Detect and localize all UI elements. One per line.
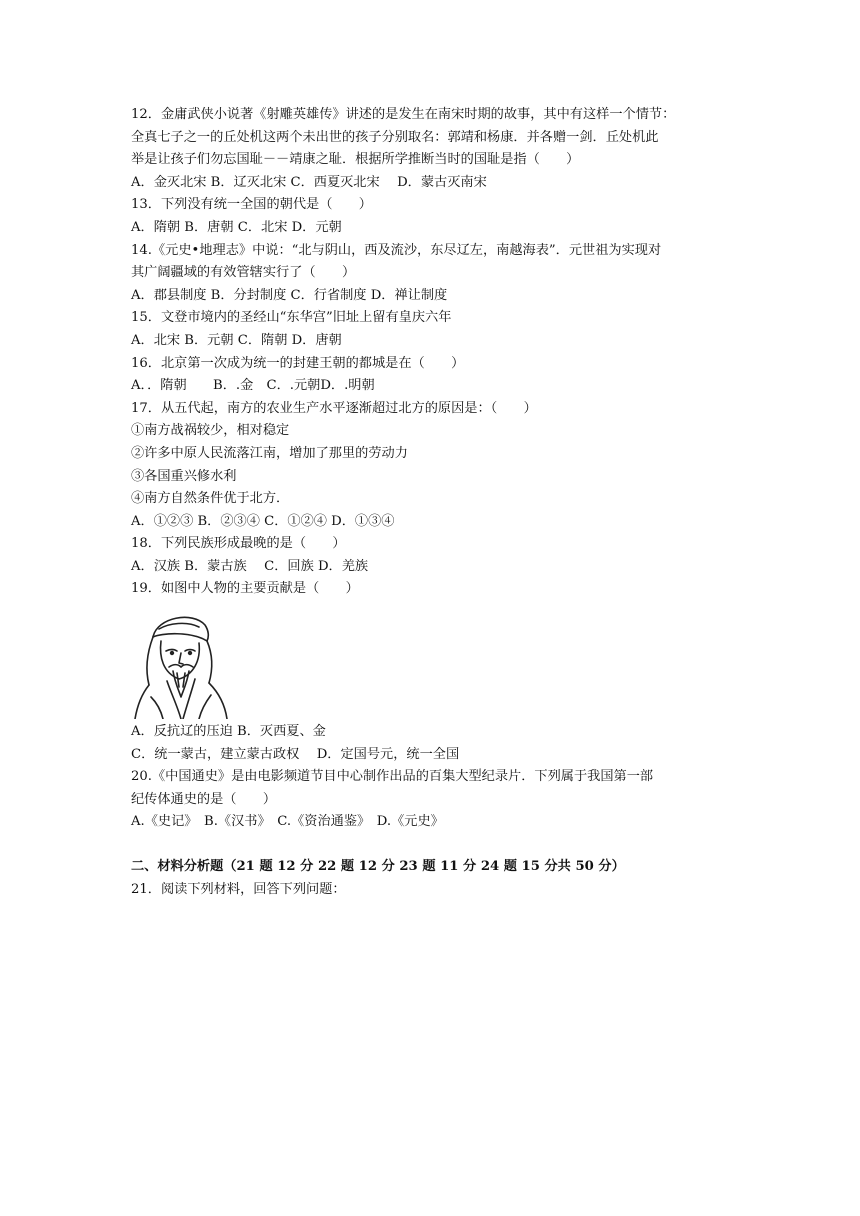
statement-item: ④南方自然条件优于北方． bbox=[131, 491, 290, 507]
answer-options: A．汉族 B．蒙古族 C．回族 D．羌族 bbox=[131, 558, 369, 574]
question-stem: 12．金庸武侠小说著《射雕英雄传》讲述的是发生在南宋时期的故事，其中有这样一个情节： bbox=[131, 107, 676, 122]
exam-page bbox=[131, 104, 741, 901]
question-stem: 18．下列民族形成最晚的是（ ） bbox=[131, 536, 346, 552]
section-spacer bbox=[131, 834, 741, 856]
question-12 bbox=[131, 104, 741, 194]
portrait-figure bbox=[131, 601, 741, 721]
portrait-icon bbox=[131, 607, 231, 719]
question-stem: 15．文登市境内的圣经山“东华宫”旧址上留有皇庆六年 bbox=[131, 310, 452, 326]
answer-options: A．北宋 B．元朝 C．隋朝 D．唐朝 bbox=[131, 332, 342, 348]
question-21-stem: 21．阅读下列材料，回答下列问题： bbox=[131, 881, 346, 897]
question-stem: 全真七子之一的丘处机这两个未出世的孩子分别取名：郭靖和杨康．并各赠一剑．丘处机此 bbox=[131, 129, 659, 145]
statement-item: ①南方战祸较少，相对稳定 bbox=[131, 423, 290, 439]
question-16 bbox=[131, 353, 741, 398]
answer-options: A．反抗辽的压迫 B．灭西夏、金 bbox=[131, 724, 326, 740]
question-stem: 其广阔疆域的有效管辖实行了（ ） bbox=[131, 265, 356, 281]
question-stem: 16．北京第一次成为统一的封建王朝的都城是在（ ） bbox=[131, 355, 465, 371]
question-stem: 19．如图中人物的主要贡献是（ ） bbox=[131, 581, 359, 597]
question-14 bbox=[131, 240, 741, 308]
question-15 bbox=[131, 307, 741, 352]
question-18 bbox=[131, 533, 741, 578]
answer-options: A．郡县制度 B．分封制度 C．行省制度 D．禅让制度 bbox=[131, 287, 448, 303]
answer-options: C．统一蒙古，建立蒙古政权 D．定国号元，统一全国 bbox=[131, 746, 460, 762]
question-stem: 17．从五代起，南方的农业生产水平逐渐超过北方的原因是：（ ） bbox=[131, 400, 537, 416]
question-17 bbox=[131, 398, 741, 534]
statement-item: ③各国重兴修水利 bbox=[131, 468, 237, 484]
question-stem: 14.《元史•地理志》中说：“北与阴山，西及流沙，东尽辽左，南越海表”．元世祖为实现对 bbox=[131, 242, 662, 258]
answer-options: A．金灭北宋 B．辽灭北宋 C．西夏灭北宋 D．蒙古灭南宋 bbox=[131, 174, 487, 190]
question-stem: 举是让孩子们勿忘国耻－－靖康之耻．根据所学推断当时的国耻是指（ ） bbox=[131, 152, 580, 168]
question-stem: 纪传体通史的是（ ） bbox=[131, 791, 277, 807]
statement-item: ②许多中原人民流落江南，增加了那里的劳动力 bbox=[131, 445, 408, 461]
question-stem: 13．下列没有统一全国的朝代是（ ） bbox=[131, 197, 372, 213]
answer-options: A．．隋朝 B．.金 C．.元朝D．.明朝 bbox=[131, 378, 375, 394]
section-heading: 二、材料分析题（21 题 12 分 22 题 12 分 23 题 11 分 24 题 15 分共 50 分） bbox=[131, 859, 625, 875]
answer-options: A．隋朝 B．唐朝 C．北宋 D．元朝 bbox=[131, 219, 342, 235]
section-2 bbox=[131, 856, 741, 901]
answer-options: A．①②③ B．②③④ C．①②④ D．①③④ bbox=[131, 513, 395, 529]
question-20 bbox=[131, 766, 741, 834]
question-13 bbox=[131, 194, 741, 239]
question-stem: 20.《中国通史》是由电影频道节目中心制作出品的百集大型纪录片．下列属于我国第一部 bbox=[131, 769, 654, 785]
question-19 bbox=[131, 578, 741, 766]
answer-options: A.《史记》 B.《汉书》 C.《资治通鉴》 D.《元史》 bbox=[131, 814, 444, 830]
